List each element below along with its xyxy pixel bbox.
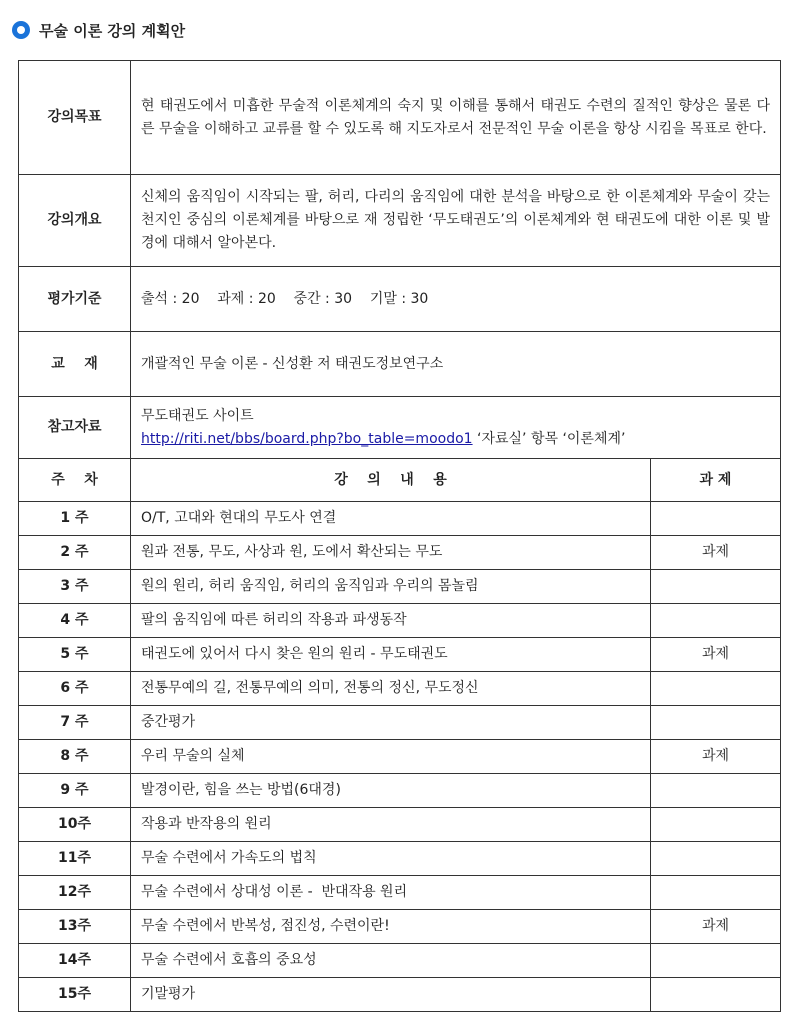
table-row [19, 536, 781, 570]
col-task-header: 과 제 [651, 459, 781, 502]
table-row [19, 570, 781, 604]
reference-suffix: ‘자료실’ 항목 ‘이론체계’ [472, 430, 626, 447]
week-cell: 10주 [19, 808, 131, 842]
content-cell: 기말평가 [131, 978, 651, 1012]
table-row [19, 808, 781, 842]
content-cell: 중간평가 [131, 706, 651, 740]
task-cell [651, 808, 781, 842]
task-cell [651, 706, 781, 740]
week-cell: 9 주 [19, 774, 131, 808]
textbook-text: 개괄적인 무술 이론 - 신성환 저 태권도정보연구소 [131, 332, 781, 397]
table-row [19, 944, 781, 978]
task-cell [651, 774, 781, 808]
week-cell: 5 주 [19, 638, 131, 672]
week-cell: 3 주 [19, 570, 131, 604]
table-row [19, 604, 781, 638]
textbook-label: 교 재 [19, 332, 131, 397]
reference-cell [131, 397, 781, 459]
schedule-body [19, 502, 781, 1012]
table-row [19, 706, 781, 740]
content-cell: 우리 무술의 실체 [131, 740, 651, 774]
goal-row [19, 61, 781, 175]
table-row [19, 978, 781, 1012]
task-cell [651, 604, 781, 638]
content-cell: 발경이란, 힘을 쓰는 방법(6대경) [131, 774, 651, 808]
reference-label: 참고자료 [19, 397, 131, 459]
task-cell [651, 876, 781, 910]
content-cell: 무술 수련에서 가속도의 법칙 [131, 842, 651, 876]
table-row [19, 910, 781, 944]
week-cell: 13주 [19, 910, 131, 944]
content-cell: 무술 수련에서 반복성, 점진성, 수련이란! [131, 910, 651, 944]
grading-row [19, 267, 781, 332]
schedule-header-row [19, 459, 781, 502]
content-cell: 팔의 움직임에 따른 허리의 작용과 파생동작 [131, 604, 651, 638]
reference-link-line [141, 428, 770, 451]
page-header [12, 18, 185, 42]
reference-row [19, 397, 781, 459]
content-cell: 원과 전통, 무도, 사상과 원, 도에서 확산되는 무도 [131, 536, 651, 570]
overview-label: 강의개요 [19, 175, 131, 267]
circle-bullet-icon [12, 21, 30, 39]
content-cell: 작용과 반작용의 원리 [131, 808, 651, 842]
task-cell: 과제 [651, 910, 781, 944]
reference-link[interactable]: http://riti.net/bbs/board.php?bo_table=moodo1 [141, 430, 473, 447]
content-cell: 전통무예의 길, 전통무예의 의미, 전통의 정신, 무도정신 [131, 672, 651, 706]
task-cell [651, 944, 781, 978]
content-cell: 무술 수련에서 상대성 이론 - 반대작용 원리 [131, 876, 651, 910]
overview-row [19, 175, 781, 267]
week-cell: 12주 [19, 876, 131, 910]
content-cell: 무술 수련에서 호흡의 중요성 [131, 944, 651, 978]
table-row [19, 876, 781, 910]
week-cell: 2 주 [19, 536, 131, 570]
table-row [19, 638, 781, 672]
content-cell: 태권도에 있어서 다시 찾은 원의 원리 - 무도태권도 [131, 638, 651, 672]
table-row [19, 740, 781, 774]
grading-label: 평가기준 [19, 267, 131, 332]
grading-text: 출석 : 20 과제 : 20 중간 : 30 기말 : 30 [131, 267, 781, 332]
week-cell: 6 주 [19, 672, 131, 706]
col-week-header: 주 차 [19, 459, 131, 502]
overview-text: 신체의 움직임이 시작되는 팔, 허리, 다리의 움직임에 대한 분석을 바탕으로 한 이론체계와 무술이 갖는 천지인 중심의 이론체계를 바탕으로 재 정립한 ‘무도태권도’의 이론체계와 현 태권도에 대한 이론 및 발경에 대해서 알아본다. [131, 175, 781, 267]
task-cell [651, 502, 781, 536]
content-cell: O/T, 고대와 현대의 무도사 연결 [131, 502, 651, 536]
week-cell: 1 주 [19, 502, 131, 536]
week-cell: 8 주 [19, 740, 131, 774]
page-title: 무술 이론 강의 계획안 [39, 21, 186, 40]
table-row [19, 774, 781, 808]
task-cell [651, 978, 781, 1012]
task-cell: 과제 [651, 536, 781, 570]
table-row [19, 502, 781, 536]
textbook-row [19, 332, 781, 397]
table-row [19, 672, 781, 706]
task-cell [651, 570, 781, 604]
goal-label: 강의목표 [19, 61, 131, 175]
task-cell [651, 842, 781, 876]
task-cell [651, 672, 781, 706]
content-cell: 원의 원리, 허리 움직임, 허리의 움직임과 우리의 몸놀림 [131, 570, 651, 604]
task-cell: 과제 [651, 638, 781, 672]
week-cell: 4 주 [19, 604, 131, 638]
week-cell: 7 주 [19, 706, 131, 740]
task-cell: 과제 [651, 740, 781, 774]
col-content-header: 강 의 내 용 [131, 459, 651, 502]
week-cell: 14주 [19, 944, 131, 978]
week-cell: 11주 [19, 842, 131, 876]
reference-site-name: 무도태권도 사이트 [141, 407, 254, 424]
lecture-plan-table [18, 60, 781, 1012]
goal-text: 현 태권도에서 미흡한 무술적 이론체계의 숙지 및 이해를 통해서 태권도 수련의 질적인 향상은 물론 다른 무술을 이해하고 교류를 할 수 있도록 해 지도자로서 전문적인 무술 이론을 항상 시킴을 목표로 한다. [131, 61, 781, 175]
table-row [19, 842, 781, 876]
week-cell: 15주 [19, 978, 131, 1012]
